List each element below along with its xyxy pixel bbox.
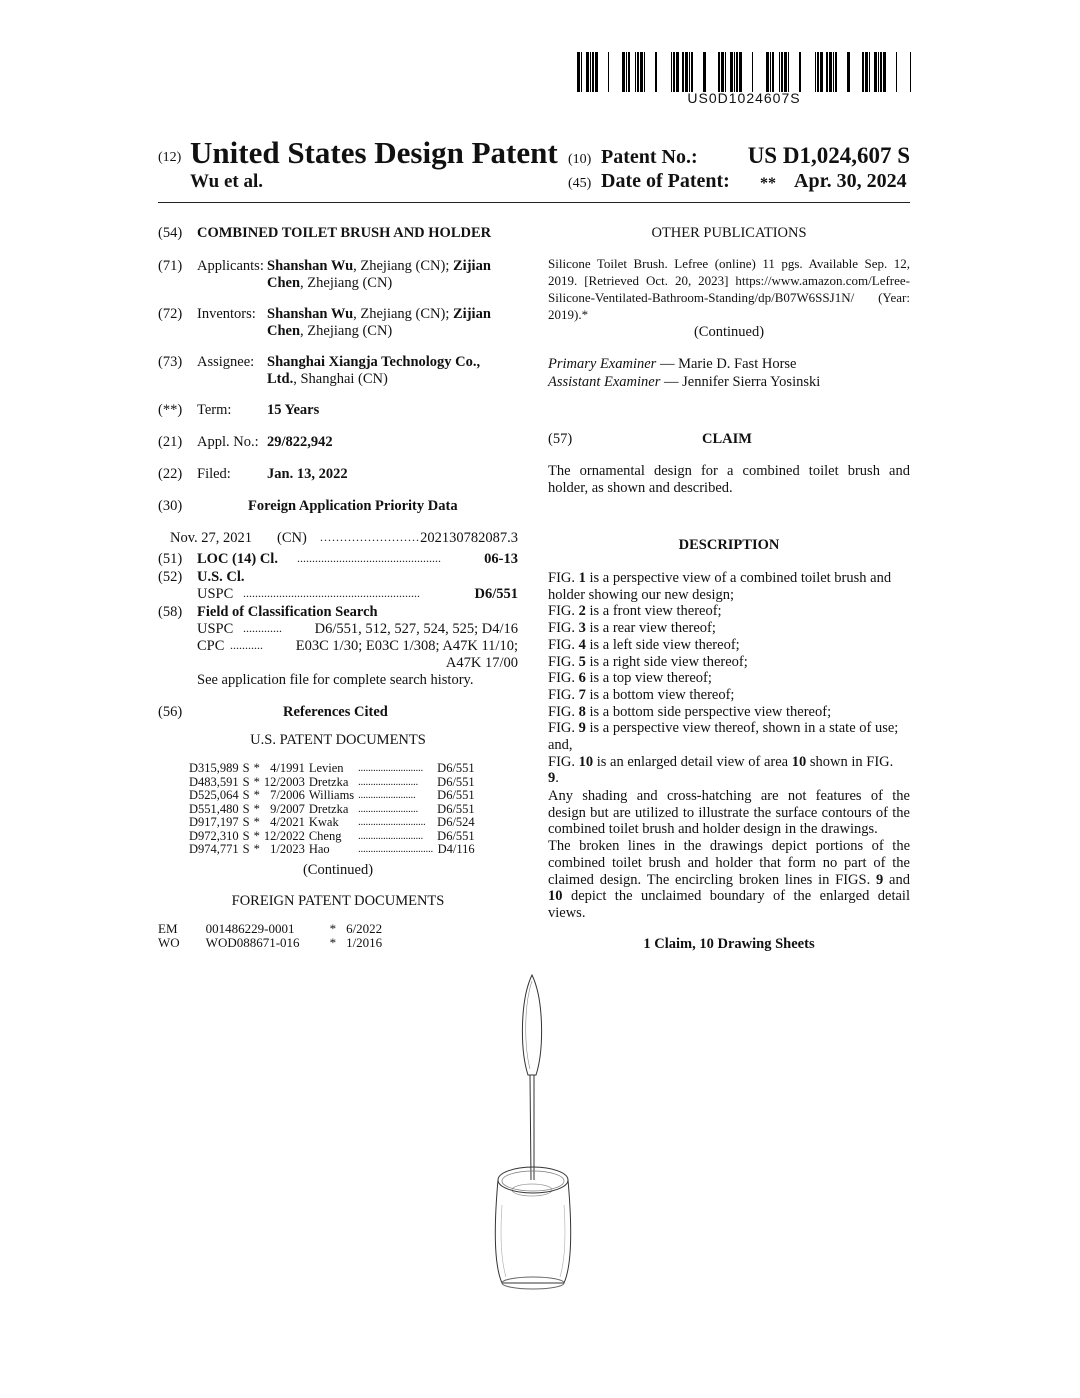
patent-type-title: United States Design Patent	[190, 135, 558, 170]
description-paragraph: Any shading and cross-hatching are not features of the design but are utilized to illustrate the surface contours of the combined toilet brush and holder design in the drawings. The broken lines in the drawings depict portions of the combined toilet brush and holder that form no part of the claimed design. The encircling broken lines in FIGS. 9 and 10 depict the unclaimed boundary of the enlarged detail views.	[548, 788, 910, 921]
patent-no-label: Patent No.:	[601, 146, 698, 168]
us-doc-cls: D6/551	[437, 788, 475, 802]
barcode-bar	[779, 52, 780, 92]
figure-description-line: FIG. 5 is a right side view thereof;	[548, 653, 748, 670]
us-docs-table	[187, 762, 477, 857]
barcode-bar	[826, 52, 828, 92]
us-doc-row	[187, 830, 477, 844]
code-10: (10)	[568, 152, 592, 167]
us-doc-row	[187, 803, 477, 817]
us-doc-star: *	[253, 801, 260, 816]
toilet-brush-drawing	[480, 965, 600, 1295]
barcode-bar	[833, 52, 834, 92]
us-doc-name: Hao	[308, 842, 330, 856]
barcode-bar	[691, 52, 693, 92]
assignee-label: Assignee:	[197, 354, 255, 370]
us-doc-cls: D6/524	[437, 815, 475, 829]
us-doc-kind: S	[242, 842, 250, 856]
barcode-bar	[730, 52, 733, 92]
barcode-bar	[736, 52, 738, 92]
appl-value: 29/822,942	[267, 434, 333, 450]
us-doc-cls: D6/551	[437, 761, 475, 775]
barcode-bar	[637, 52, 639, 92]
us-doc-dots: ...........................	[358, 817, 426, 828]
us-doc-row	[187, 789, 477, 803]
figure-description-line: holder showing our new design;	[548, 586, 735, 603]
us-doc-row	[187, 776, 477, 790]
term-value: 15 Years	[267, 402, 320, 418]
barcode-bar	[910, 52, 911, 92]
title-code: (54)	[158, 225, 183, 241]
foreign-docs-table	[156, 922, 384, 949]
us-doc-num: D315,989	[189, 761, 239, 775]
field-cpc-value: E03C 1/30; E03C 1/308; A47K 11/10;	[295, 638, 518, 654]
description-heading: DESCRIPTION	[678, 537, 780, 553]
barcode-bar	[766, 52, 769, 92]
foreign-doc-num: WOD088671-016	[205, 934, 300, 950]
us-doc-row	[187, 843, 477, 857]
barcode-bar	[752, 52, 753, 92]
barcode-bar	[703, 52, 706, 92]
barcode-bar	[628, 52, 630, 92]
date-of-patent-label: Date of Patent:	[601, 170, 730, 192]
uscl-label: U.S. Cl.	[197, 569, 245, 585]
claim-text: The ornamental design for a combined toilet brush and holder, as shown and described.	[548, 463, 910, 496]
term-code: (**)	[158, 402, 183, 418]
us-doc-cls: D6/551	[437, 828, 475, 843]
barcode-bar	[734, 52, 735, 92]
barcode-bar	[595, 52, 598, 92]
barcode-bar	[586, 52, 589, 92]
figure-description-line: FIG. 2 is a front view thereof;	[548, 603, 722, 620]
loc-label: LOC (14) Cl.	[197, 551, 278, 567]
foreign-doc-star: *	[329, 921, 337, 936]
barcode-bar	[820, 52, 823, 92]
us-doc-star: *	[253, 774, 260, 789]
uspc-value: D6/551	[474, 586, 518, 602]
code-45: (45)	[568, 176, 592, 191]
field-uspc-value: D6/551, 512, 527, 524, 525; D4/16	[314, 621, 518, 637]
us-doc-date: 9/2007	[270, 801, 305, 816]
figure-description-line: FIG. 8 is a bottom side perspective view thereof;	[548, 703, 832, 720]
us-doc-date: 12/2022	[263, 828, 305, 843]
barcode-bar	[878, 52, 879, 92]
us-doc-star: *	[253, 842, 260, 856]
foreign-doc-row	[156, 936, 384, 950]
us-doc-row	[187, 762, 477, 776]
us-doc-kind: S	[242, 815, 250, 829]
foreign-doc-date: 1/2016	[346, 934, 383, 950]
barcode	[577, 52, 911, 92]
us-doc-cls: D6/551	[437, 774, 475, 789]
us-doc-star: *	[253, 788, 260, 802]
us-doc-kind: S	[242, 828, 250, 843]
brush-stem	[530, 1075, 531, 1180]
us-doc-dots: .......................	[358, 790, 416, 801]
barcode-bar	[770, 52, 771, 92]
inventors-code: (72)	[158, 306, 183, 322]
figure-description-line: FIG. 4 is a left side view thereof;	[548, 636, 740, 653]
field-note: See application file for complete search history.	[197, 672, 474, 688]
us-doc-num: D917,197	[189, 815, 239, 829]
barcode-bar	[883, 52, 886, 92]
barcode-bar	[817, 52, 819, 92]
loc-value: 06-13	[484, 551, 518, 567]
field-code: (58)	[158, 604, 183, 620]
loc-dots: ................................................	[297, 551, 441, 565]
inventors-row	[158, 306, 518, 340]
barcode-bar	[626, 52, 627, 92]
us-doc-kind: S	[242, 774, 250, 789]
barcode-bar	[676, 52, 679, 92]
claim-code: (57)	[548, 431, 573, 447]
figure-description-line: FIG. 10 is an enlarged detail view of area 10 shown in FIG.	[548, 753, 894, 770]
us-doc-dots: ........................	[358, 803, 419, 815]
term-label: Term:	[197, 402, 232, 418]
us-docs-heading: U.S. PATENT DOCUMENTS	[250, 732, 426, 748]
claims-summary: 1 Claim, 10 Drawing Sheets	[643, 936, 815, 952]
us-doc-star: *	[253, 828, 260, 843]
us-doc-star: *	[253, 761, 260, 775]
refs-heading: References Cited	[283, 704, 388, 720]
barcode-bar	[829, 52, 832, 92]
barcode-bar	[781, 52, 783, 92]
date-marker: **	[760, 175, 776, 192]
code-12: (12)	[158, 150, 182, 165]
barcode-bar	[644, 52, 645, 92]
us-doc-date: 4/1991	[270, 761, 305, 775]
us-doc-date: 4/2021	[270, 815, 305, 829]
foreign-code: (30)	[158, 498, 183, 514]
barcode-bar	[847, 52, 850, 92]
priority-date: Nov. 27, 2021	[170, 530, 253, 546]
applicants-label: Applicants:	[197, 258, 264, 274]
barcode-bar	[590, 52, 591, 92]
foreign-priority-heading: Foreign Application Priority Data	[248, 498, 458, 514]
priority-number: 202130782087.3	[420, 530, 518, 546]
barcode-bar	[592, 52, 594, 92]
appl-code: (21)	[158, 434, 183, 450]
applicants-value: Shanshan Wu, Zhejiang (CN); Zijian Chen, Zhejiang (CN)	[267, 258, 491, 291]
appl-label: Appl. No.:	[197, 434, 259, 450]
us-doc-num: D551,480	[189, 801, 239, 816]
foreign-doc-star: *	[329, 934, 337, 950]
us-doc-name: Dretzka	[308, 774, 349, 789]
us-doc-num: D483,591	[189, 774, 239, 789]
refs-code: (56)	[158, 704, 183, 720]
barcode-bar	[784, 52, 787, 92]
us-doc-num: D525,064	[189, 788, 239, 802]
us-doc-num: D972,310	[189, 828, 239, 843]
us-doc-cls: D4/116	[437, 842, 475, 856]
assignee-value: Shanghai Xiangja Technology Co., Ltd., Shanghai (CN)	[267, 354, 481, 387]
barcode-bar	[608, 52, 609, 92]
barcode-bar	[865, 52, 868, 92]
barcode-bar	[725, 52, 726, 92]
barcode-number: US0D1024607S	[687, 90, 801, 106]
assignee-code: (73)	[158, 354, 183, 370]
foreign-doc-country: WO	[158, 934, 180, 950]
field-search-label: Field of Classification Search	[197, 604, 378, 620]
barcode-bar	[721, 52, 724, 92]
barcode-bar	[869, 52, 870, 92]
us-doc-row	[187, 816, 477, 830]
barcode-bar	[788, 52, 789, 92]
loc-code: (51)	[158, 551, 183, 567]
us-doc-name: Levien	[308, 761, 344, 775]
barcode-bar	[577, 52, 580, 92]
us-doc-star: *	[253, 815, 260, 829]
figure-description-line: 9.	[548, 770, 559, 787]
barcode-bar	[799, 52, 801, 92]
foreign-doc-country: EM	[158, 921, 178, 936]
us-doc-name: Williams	[308, 788, 355, 802]
figure-description-line: FIG. 1 is a perspective view of a combined toilet brush and	[548, 570, 892, 586]
barcode-bar	[673, 52, 675, 92]
barcode-bar	[739, 52, 742, 92]
other-publications-continued: (Continued)	[693, 324, 765, 340]
filed-value: Jan. 13, 2022	[267, 466, 348, 482]
figure-description-line: FIG. 6 is a top view thereof;	[548, 670, 712, 687]
barcode-bar	[671, 52, 672, 92]
barcode-bar	[685, 52, 688, 92]
applicants-row	[158, 258, 518, 292]
inventors-label: Inventors:	[197, 306, 256, 322]
priority-dots: .........................	[320, 530, 420, 544]
uspc-dots: ...........................................................	[243, 586, 420, 600]
foreign-docs-heading: FOREIGN PATENT DOCUMENTS	[231, 893, 445, 909]
other-publications-heading: OTHER PUBLICATIONS	[651, 225, 807, 241]
barcode-bar	[772, 52, 774, 92]
field-uspc-label: USPC	[197, 621, 234, 637]
foreign-doc-num: 001486229-0001	[205, 921, 295, 936]
applicants-code: (71)	[158, 258, 183, 274]
barcode-bar	[874, 52, 877, 92]
foreign-doc-row	[156, 922, 384, 936]
figure-description-line: FIG. 7 is a bottom view thereof;	[548, 686, 735, 703]
inventors-short: Wu et al.	[190, 171, 264, 192]
figure-description-line: FIG. 9 is a perspective view thereof, shown in a state of use;	[548, 720, 899, 737]
us-doc-kind: S	[242, 761, 250, 775]
filed-code: (22)	[158, 466, 183, 482]
us-doc-cls: D6/551	[437, 801, 475, 816]
patent-title: COMBINED TOILET BRUSH AND HOLDER	[197, 225, 492, 241]
us-docs-continued: (Continued)	[302, 862, 374, 878]
us-doc-kind: S	[242, 801, 250, 816]
barcode-bar	[581, 52, 582, 92]
uspc-label: USPC	[197, 586, 234, 602]
inventors-value: Shanshan Wu, Zhejiang (CN); Zijian Chen, Zhejiang (CN)	[267, 306, 491, 339]
us-doc-name: Cheng	[308, 828, 342, 843]
brush-holder	[495, 1180, 570, 1283]
barcode-bar	[835, 52, 837, 92]
barcode-bar	[815, 52, 816, 92]
us-doc-dots: ..........................	[358, 830, 424, 842]
field-cpc-dots: ...........	[230, 638, 263, 652]
barcode-bar	[689, 52, 690, 92]
us-doc-dots: ..........................	[358, 763, 424, 774]
date-of-patent: Apr. 30, 2024	[794, 170, 907, 192]
header-rule	[158, 202, 910, 203]
figure-description-line: FIG. 3 is a rear view thereof;	[548, 620, 716, 637]
field-cpc-value2: A47K 17/00	[445, 655, 518, 671]
us-doc-dots: ........................	[358, 776, 419, 788]
us-doc-name: Dretzka	[308, 801, 349, 816]
uscl-code: (52)	[158, 569, 183, 585]
field-cpc-label: CPC	[197, 638, 225, 654]
barcode-bar	[718, 52, 720, 92]
barcode-bar	[880, 52, 882, 92]
claim-heading: CLAIM	[702, 431, 752, 447]
figure-description-line: and,	[548, 737, 573, 753]
us-doc-kind: S	[242, 788, 250, 802]
us-doc-date: 12/2003	[263, 774, 305, 789]
other-publications-text: Silicone Toilet Brush. Lefree (online) 11 pgs. Available Sep. 12, 2019. [Retrieved Oct. 20, 2023] https://www.amazon.com/Lefree- Silicone-Ventilated-Bathroom-Standing/dp/B07W6SSJ1N/ (Year: 2019).*	[548, 256, 910, 322]
us-doc-date: 1/2023	[270, 842, 305, 856]
barcode-bar	[640, 52, 643, 92]
us-doc-num: D974,771	[189, 842, 239, 856]
priority-country: (CN)	[277, 530, 307, 546]
us-doc-date: 7/2006	[270, 788, 305, 802]
us-doc-name: Kwak	[308, 815, 339, 829]
patent-number: US D1,024,607 S	[747, 143, 910, 168]
field-uspc-dots: .............	[243, 621, 282, 635]
assistant-examiner: Assistant Examiner — Jennifer Sierra Yosinski	[548, 374, 821, 390]
primary-examiner: Primary Examiner — Marie D. Fast Horse	[548, 356, 797, 372]
assignee-row	[158, 354, 518, 388]
filed-label: Filed:	[197, 466, 231, 482]
brush-handle	[522, 975, 541, 1075]
barcode-bar	[862, 52, 864, 92]
barcode-bar	[622, 52, 625, 92]
barcode-bar	[635, 52, 636, 92]
barcode-bar	[896, 52, 897, 92]
us-doc-dots: ..............................	[358, 844, 434, 855]
barcode-bar	[682, 52, 684, 92]
barcode-bar	[655, 52, 657, 92]
foreign-doc-date: 6/2022	[346, 921, 383, 936]
